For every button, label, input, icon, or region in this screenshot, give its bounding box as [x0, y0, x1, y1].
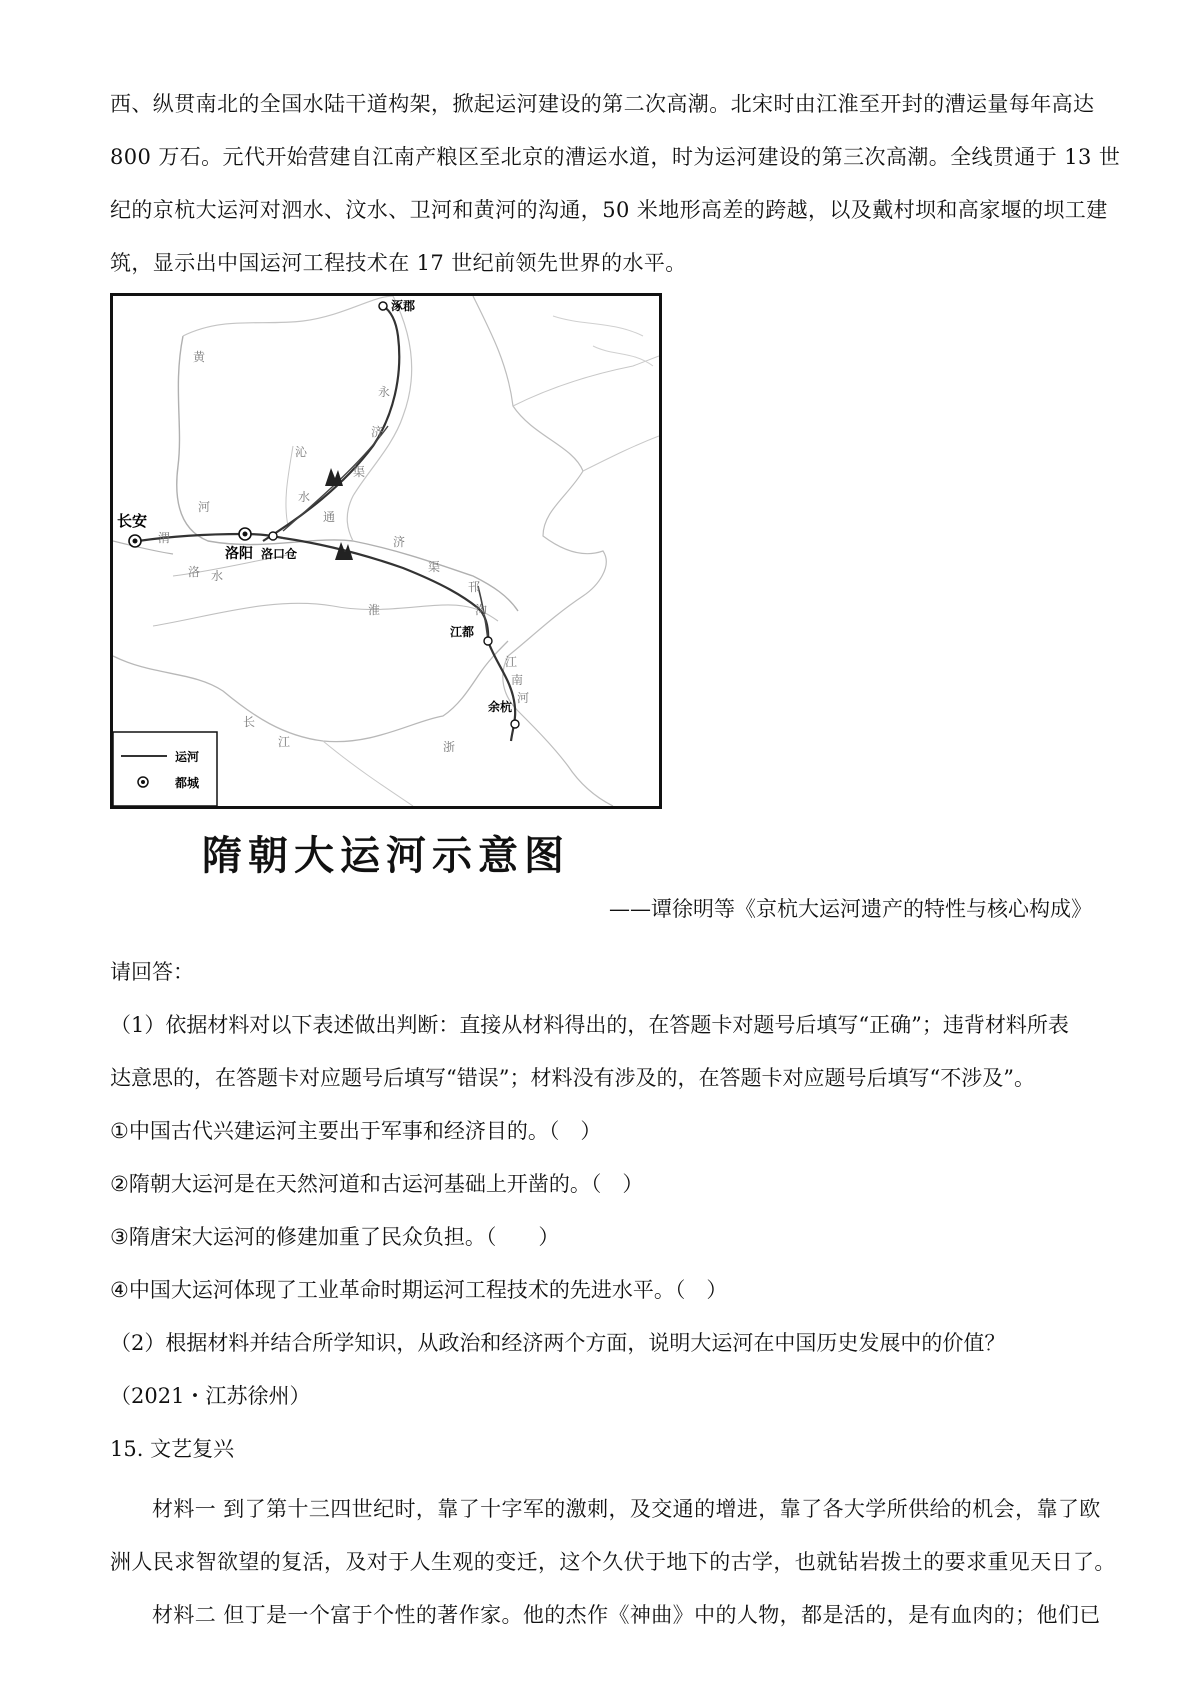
river-char: 渠 — [353, 465, 366, 479]
river-char: 江 — [505, 655, 518, 669]
capital-dot-luoyang — [243, 532, 248, 537]
legend-canal-label: 运河 — [175, 750, 200, 764]
river-char: 浙 — [443, 740, 456, 754]
part1-line: 达意思的，在答题卡对应题号后填写“错误”；材料没有涉及的，在答题卡对应题号后填写“不涉及”。 — [110, 1066, 1035, 1090]
river-char: 水 — [298, 490, 311, 504]
city-marker-yuhang — [511, 720, 519, 728]
material1-line: 洲人民求智欲望的复活，及对于人生观的变迁，这个久伏于地下的古学，也就钻岩拨土的要求重见天日了。 — [110, 1550, 1116, 1574]
coastline — [473, 296, 613, 806]
river-char: 河 — [198, 500, 211, 514]
city-label-luoyang: 洛阳 — [225, 546, 253, 562]
judge-item: ②隋朝大运河是在天然河道和古运河基础上开凿的。（ ） — [110, 1173, 644, 1196]
city-label-jiangdu: 江都 — [450, 625, 475, 639]
city-label-changan: 长安 — [117, 512, 148, 530]
source-citation: ——谭徐明等《京杭大运河遗产的特性与核心构成》 — [609, 897, 1092, 921]
map-title: 隋朝大运河示意图 — [202, 833, 570, 879]
river-char: 济 — [393, 535, 406, 549]
mountain-icon — [325, 468, 343, 486]
map-svg — [113, 296, 659, 806]
river-char: 通 — [323, 510, 336, 524]
river-char: 江 — [278, 735, 291, 749]
judge-item: ③隋唐宋大运河的修建加重了民众负担。（ ） — [110, 1226, 560, 1249]
judge-item: ④中国大运河体现了工业革命时期运河工程技术的先进水平。（ ） — [110, 1279, 728, 1302]
intro-line: 西、纵贯南北的全国水陆干道构架，掀起运河建设的第二次高潮。北宋时由江淮至开封的漕运量每年高达 — [110, 92, 1095, 116]
river-char: 沁 — [295, 445, 308, 459]
map-legend — [113, 732, 217, 806]
legend-box — [113, 732, 217, 806]
city-marker-luokoucang — [269, 532, 277, 540]
intro-line: 筑，显示出中国运河工程技术在 17 世纪前领先世界的水平。 — [110, 251, 687, 275]
liaodong-coast — [553, 316, 653, 366]
river-char: 永 — [378, 385, 391, 399]
city-label-zhuojun: 涿郡 — [391, 299, 416, 313]
question-prompt: 请回答： — [110, 960, 194, 984]
question-block — [110, 946, 1100, 1476]
river-char: 邗 — [468, 580, 481, 594]
legend-capital-label: 都城 — [175, 776, 200, 790]
river-char: 南 — [511, 673, 524, 687]
intro-line: 800 万石。元代开始营建自江南产粮区至北京的漕运水道，时为运河建设的第三次高潮。全线贯通于 13 世 — [110, 145, 1121, 169]
sui-canal-map — [110, 293, 662, 809]
river-char: 黄 — [193, 350, 206, 364]
yellow-river-upper — [183, 296, 393, 336]
yellow-river — [177, 336, 518, 611]
intro-line: 纪的京杭大运河对泗水、汶水、卫河和黄河的沟通，50 米地形高差的跨越，以及戴村坝和高家堰的坝工建 — [110, 198, 1108, 222]
year-tag: （2021・江苏徐州） — [110, 1384, 311, 1408]
material-paragraph — [110, 1483, 1116, 1642]
yongji-canal — [263, 306, 399, 541]
shandong-coast — [583, 436, 659, 471]
city-label-yuhang: 余杭 — [488, 700, 513, 714]
part1-line: （1）依据材料对以下表述做出判断：直接从材料得出的，在答题卡对题号后填写“正确”；违背材料所表 — [110, 1013, 1069, 1037]
river-char: 水 — [211, 569, 224, 583]
judge-item: ①中国古代兴建运河主要出于军事和经济目的。（ ） — [110, 1120, 602, 1143]
material1-line: 材料一 到了第十三四世纪时，靠了十字军的激刺，及交通的增进，靠了各大学所供给的机会，靠了欧 — [152, 1497, 1101, 1521]
huai-river — [153, 603, 498, 626]
yangtze-branch — [323, 741, 413, 806]
river-char: 渠 — [428, 560, 441, 574]
city-label-luokoucang: 洛口仓 — [261, 547, 298, 561]
river-char: 淮 — [368, 603, 381, 617]
legend-capital-dot — [141, 780, 145, 784]
river-char: 沟 — [475, 603, 488, 617]
yangtze-river — [113, 641, 508, 742]
city-marker-zhuojun — [379, 302, 387, 310]
fen-river — [347, 296, 411, 541]
river-char: 洛 — [188, 565, 201, 579]
bohai-coast — [513, 356, 659, 406]
qin-river — [286, 446, 293, 526]
material2-line: 材料二 但丁是一个富于个性的著作家。他的杰作《神曲》中的人物，都是活的，是有血肉的；他们已 — [152, 1603, 1101, 1627]
river-char: 济 — [371, 425, 384, 439]
part2-question: （2）根据材料并结合所学知识，从政治和经济两个方面，说明大运河在中国历史发展中的价值？ — [110, 1331, 1006, 1355]
river-char: 河 — [517, 691, 530, 705]
city-marker-jiangdu — [484, 637, 492, 645]
river-char: 长 — [243, 715, 256, 729]
question-heading: 15. 文艺复兴 — [110, 1437, 235, 1461]
intro-paragraph — [110, 78, 1121, 290]
capital-dot-changan — [133, 539, 138, 544]
river-char: 渭 — [158, 531, 171, 545]
